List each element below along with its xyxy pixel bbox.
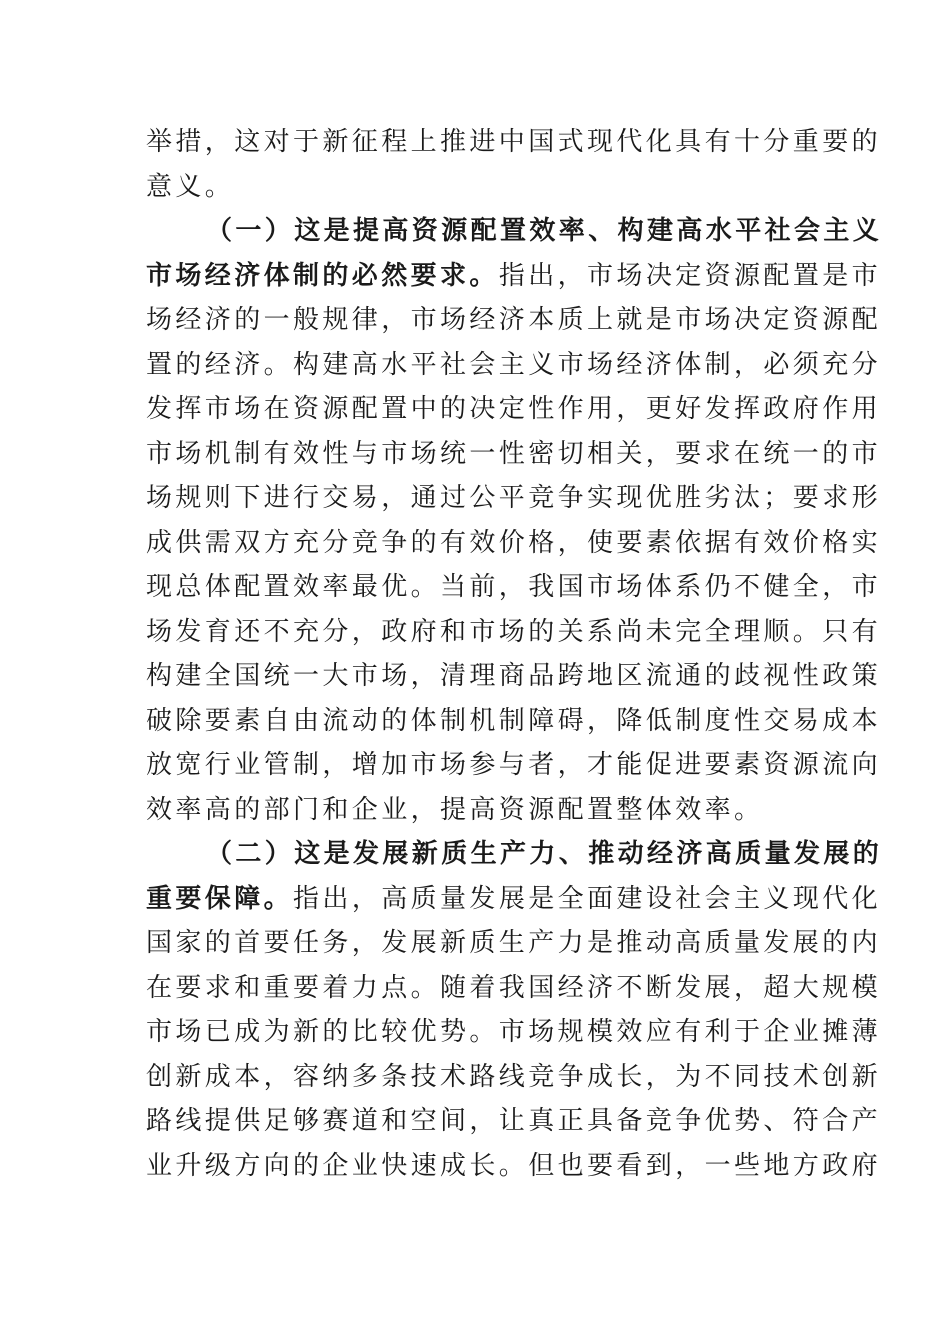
section-heading-2-continued: 重要保障。: [146, 883, 294, 914]
text-line: 市场已成为新的比较优势。市场规模效应有利于企业摊薄: [146, 1017, 882, 1047]
text-line: 业升级方向的企业快速成长。但也要看到，一些地方政府: [146, 1150, 882, 1181]
text-line: 破除要素自由流动的体制机制障碍，降低制度性交易成本: [146, 705, 882, 736]
text-line: 在要求和重要着力点。随着我国经济不断发展，超大规模: [146, 972, 882, 1003]
document-page: [146, 120, 883, 1188]
text-line: 置的经济。构建高水平社会主义市场经济体制，必须充分: [146, 349, 882, 380]
section-heading-1: （一）这是提高资源配置效率、构建高水平社会主义: [206, 216, 883, 246]
text-line: 意义。: [146, 171, 235, 202]
text-line: 举措，这对于新征程上推进中国式现代化具有十分重要的: [146, 127, 882, 157]
text-line: 路线提供足够赛道和空间，让真正具备竞争优势、符合产: [146, 1106, 882, 1136]
text-line: 创新成本，容纳多条技术路线竞争成长，为不同技术创新: [146, 1061, 882, 1092]
text-line: 效率高的部门和企业，提高资源配置整体效率。: [146, 794, 764, 825]
section-heading-1-continued: 市场经济体制的必然要求。: [146, 260, 499, 291]
text-line: 国家的首要任务，发展新质生产力是推动高质量发展的内: [146, 928, 882, 958]
text-span: 指出，高质量发展是全面建设社会主义现代化: [293, 883, 882, 914]
text-line: 场规则下进行交易，通过公平竞争实现优胜劣汰；要求形: [146, 483, 882, 513]
text-line: 成供需双方充分竞争的有效价格，使要素依据有效价格实: [146, 527, 882, 558]
text-line: 场经济的一般规律，市场经济本质上就是市场决定资源配: [146, 305, 882, 335]
text-line: 场发育还不充分，政府和市场的关系尚未完全理顺。只有: [146, 616, 882, 647]
text-line: [146, 877, 882, 922]
text-line: 现总体配置效率最优。当前，我国市场体系仍不健全，市: [146, 572, 882, 602]
text-line: 市场机制有效性与市场统一性密切相关，要求在统一的市: [146, 438, 882, 469]
text-line: 放宽行业管制，增加市场参与者，才能促进要素资源流向: [146, 750, 882, 780]
text-line: [146, 254, 882, 299]
text-span: 指出，市场决定资源配置是市: [498, 260, 882, 291]
text-line: 构建全国统一大市场，清理商品跨地区流通的歧视性政策: [146, 661, 882, 691]
section-heading-2: （二）这是发展新质生产力、推动经济高质量发展的: [206, 839, 883, 869]
text-line: 发挥市场在资源配置中的决定性作用，更好发挥政府作用: [146, 394, 882, 424]
